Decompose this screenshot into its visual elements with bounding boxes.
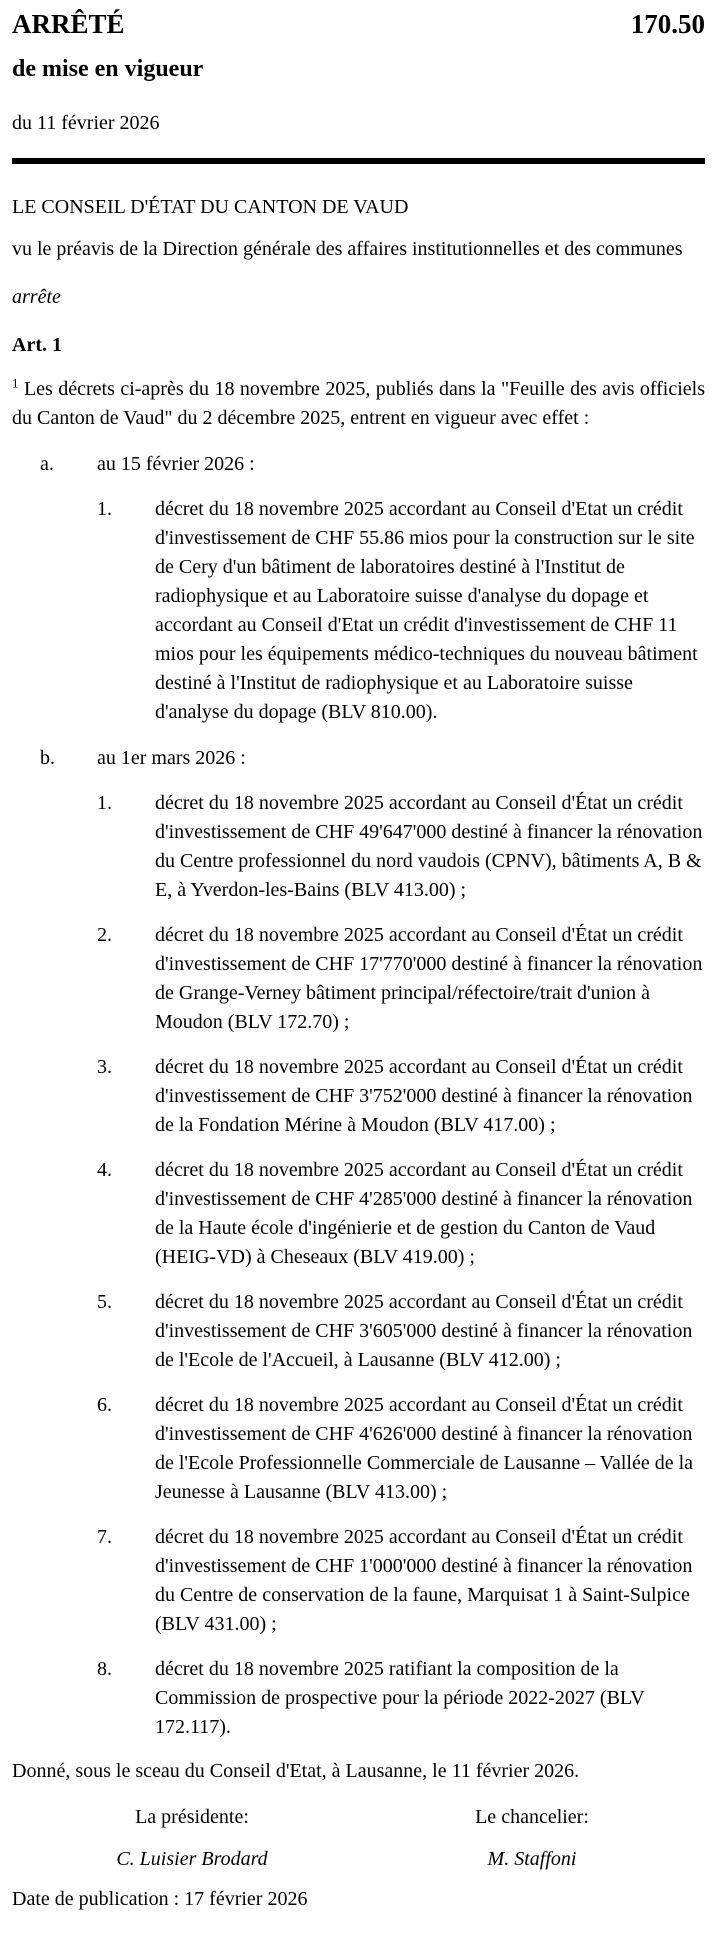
footnote-marker: 1: [12, 375, 19, 391]
list-item-a1-number: 1.: [97, 498, 112, 520]
list-item-b5: [12, 1288, 705, 1375]
signature-right-name: M. Staffoni: [487, 1848, 577, 1870]
document-number: 170.50: [630, 9, 705, 39]
signature-block: [12, 1803, 705, 1874]
preamble-text: vu le préavis de la Direction générale des affaires institutionnelles et des communes: [12, 238, 683, 260]
list-item-b3: [12, 1053, 705, 1140]
list-item-b7-number: 7.: [97, 1526, 112, 1548]
list-item-b6-text: décret du 18 novembre 2025 accordant au Conseil d'État un crédit d'investissement de CHF 4'626'000 destiné à financer la rénovation de l'Ecole Professionnelle Commerciale de Lausanne – Vallée de la Jeunesse à Lausanne (BLV 413.00) ;: [155, 1394, 694, 1503]
list-item-b8-number: 8.: [97, 1658, 112, 1680]
signature-left-name: C. Luisier Brodard: [116, 1848, 268, 1870]
list-group-b-label: b.: [40, 747, 55, 769]
header-divider-rule: [12, 158, 705, 164]
article-1-intro-text: Les décrets ci-après du 18 novembre 2025, publiés dans la "Feuille des avis officiels du Canton de Vaud" du 2 décembre 2025, entrent en vigueur avec effet :: [12, 378, 706, 429]
authority-line: LE CONSEIL D'ÉTAT DU CANTON DE VAUD: [12, 196, 409, 218]
article-1-heading: Art. 1: [12, 334, 62, 356]
list-group-a-heading: au 15 février 2026 :: [97, 453, 255, 475]
list-group-b-heading-row: [12, 744, 705, 773]
list-item-b1-number: 1.: [97, 792, 112, 814]
list-item-b2-number: 2.: [97, 924, 112, 946]
list-item-b1-text: décret du 18 novembre 2025 accordant au Conseil d'État un crédit d'investissement de CHF 49'647'000 destiné à financer la rénovation du Centre professionnel du nord vaudois (CPNV), bâtiments A, B & E, à Yverdon-les-Bains (BLV 413.00) ;: [155, 792, 703, 901]
document-date: du 11 février 2026: [12, 112, 160, 134]
list-item-b1: [12, 789, 705, 905]
document-title: ARRÊTÉ: [12, 9, 125, 39]
list-item-b7-text: décret du 18 novembre 2025 accordant au Conseil d'État un crédit d'investissement de CHF 1'000'000 destiné à financer la rénovation du Centre de conservation de la faune, Marquisat 1 à Saint-Sulpice (BLV 431.00) ;: [155, 1526, 693, 1635]
signature-left-column: [52, 1803, 332, 1874]
signature-left-role: La présidente:: [135, 1806, 249, 1828]
list-item-b3-number: 3.: [97, 1056, 112, 1078]
list-item-b6: [12, 1391, 705, 1507]
list-item-b2: [12, 921, 705, 1037]
list-item-b5-text: décret du 18 novembre 2025 accordant au Conseil d'État un crédit d'investissement de CHF 3'605'000 destiné à financer la rénovation de l'Ecole de l'Accueil, à Lausanne (BLV 412.00) ;: [155, 1291, 693, 1371]
list-item-b4: [12, 1156, 705, 1272]
list-group-a-heading-row: [12, 450, 705, 479]
list-group-b-heading: au 1er mars 2026 :: [97, 747, 246, 769]
signature-right-column: [392, 1803, 672, 1874]
closing-line: Donné, sous le sceau du Conseil d'Etat, à Lausanne, le 11 février 2026.: [12, 1760, 580, 1782]
list-item-b8: [12, 1655, 705, 1742]
decree-word: arrête: [12, 286, 61, 308]
document-subtitle: de mise en vigueur: [12, 56, 204, 82]
signature-right-role: Le chancelier:: [475, 1806, 589, 1828]
publication-date-line: Date de publication : 17 février 2026: [12, 1888, 308, 1910]
list-item-a1: [12, 495, 705, 727]
document-header: [12, 8, 705, 40]
list-item-a1-text: décret du 18 novembre 2025 accordant au Conseil d'Etat un crédit d'investissement de CHF 55.86 mios pour la construction sur le site de Cery d'un bâtiment de laboratoires destiné à l'Institut de radiophysique et au Laboratoire suisse d'analyse du dopage et accordant au Conseil d'Etat un crédit d'investissement de CHF 11 mios pour les équipements médico-techniques du nouveau bâtiment destiné à l'Institut de radiophysique et au Laboratoire suisse d'analyse du dopage (BLV 810.00).: [155, 498, 698, 723]
list-item-b5-number: 5.: [97, 1291, 112, 1313]
list-group-a-label: a.: [40, 453, 54, 475]
list-item-b4-text: décret du 18 novembre 2025 accordant au Conseil d'État un crédit d'investissement de CHF 4'285'000 destiné à financer la rénovation de la Haute école d'ingénierie et de gestion du Canton de Vaud (HEIG-VD) à Cheseaux (BLV 419.00) ;: [155, 1159, 693, 1268]
list-item-b3-text: décret du 18 novembre 2025 accordant au Conseil d'État un crédit d'investissement de CHF 3'752'000 destiné à financer la rénovation de la Fondation Mérine à Moudon (BLV 417.00) ;: [155, 1056, 693, 1136]
list-item-b6-number: 6.: [97, 1394, 112, 1416]
list-item-b8-text: décret du 18 novembre 2025 ratifiant la composition de la Commission de prospective pour la période 2022-2027 (BLV 172.117).: [155, 1658, 645, 1738]
list-item-b2-text: décret du 18 novembre 2025 accordant au Conseil d'État un crédit d'investissement de CHF 17'770'000 destiné à financer la rénovation de Grange-Verney bâtiment principal/réfectoire/trait d'union à Moudon (BLV 172.70) ;: [155, 924, 703, 1033]
list-item-b7: [12, 1523, 705, 1639]
list-item-b4-number: 4.: [97, 1159, 112, 1181]
article-1-intro: [12, 375, 705, 433]
